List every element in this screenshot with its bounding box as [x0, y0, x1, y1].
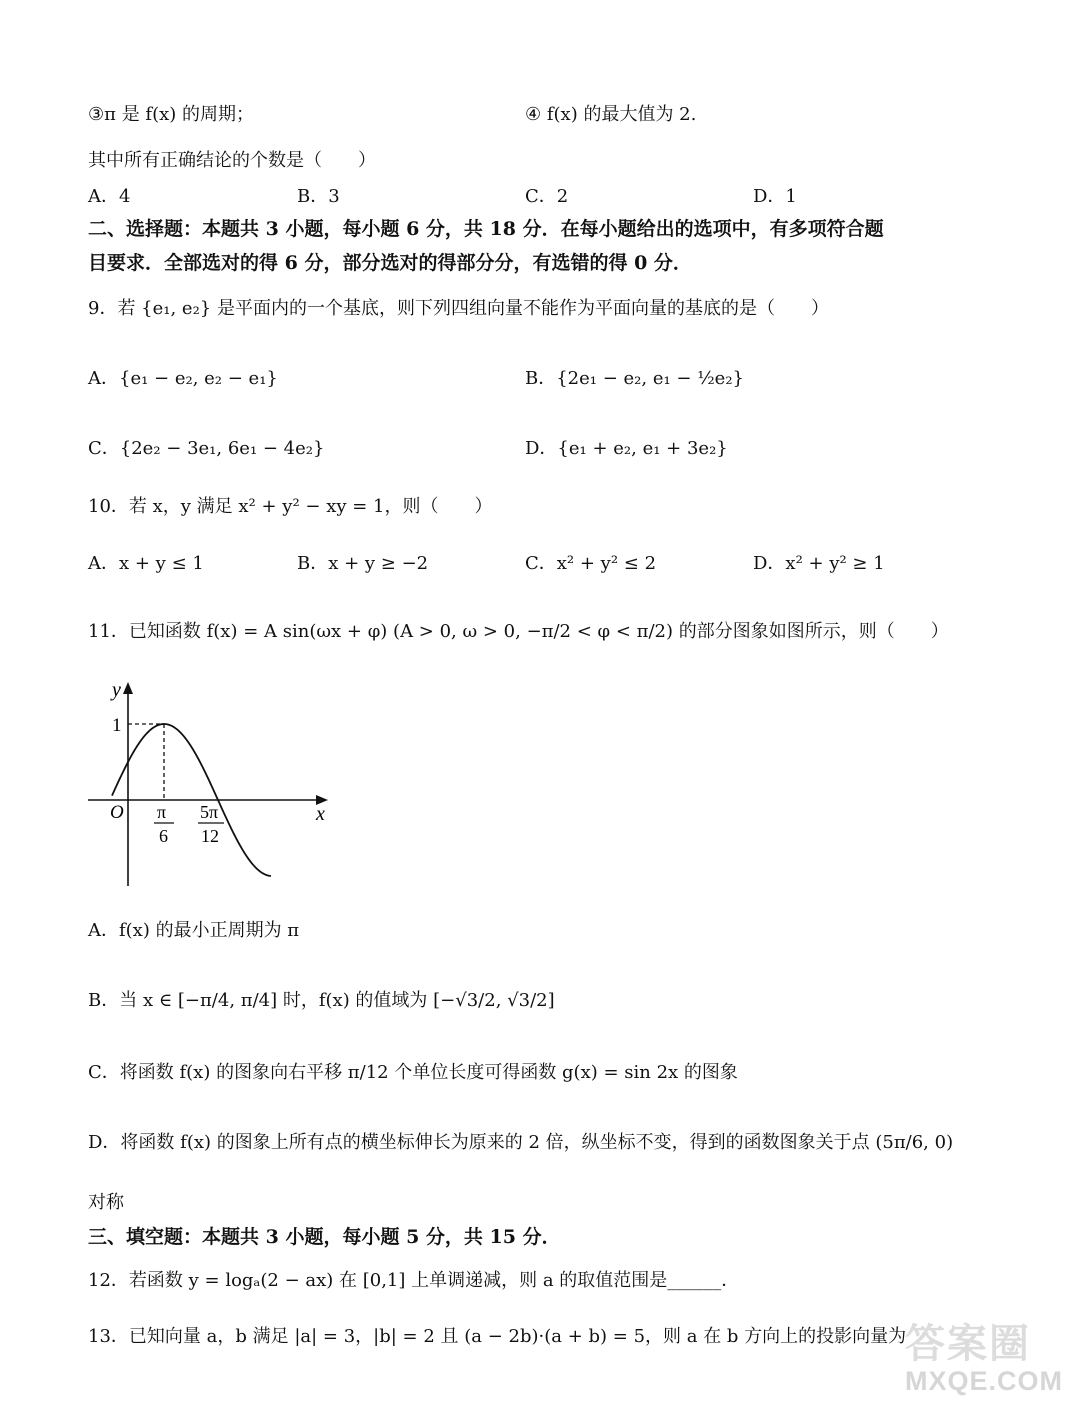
- q12-stem: 12．若函数 y = logₐ(2 − ax) 在 [0,1] 上单调递减，则 a 的取值范围是______．: [88, 1270, 740, 1291]
- graph-tick1-denominator: 6: [159, 826, 168, 846]
- q11-stem: 11．已知函数 f(x) = A sin(ωx + φ) (A > 0, ω > 0, −π/2 < φ < π/2) 的部分图象如图所示，则（ ）: [88, 621, 949, 642]
- q8-item-4: ④ f(x) 的最大值为 2.: [525, 104, 697, 125]
- q9-option-c: C．{2e₂ − 3e₁, 6e₁ − 4e₂}: [88, 438, 325, 459]
- q9-option-a: A．{e₁ − e₂, e₂ − e₁}: [88, 368, 278, 389]
- q11-option-a: A．f(x) 的最小正周期为 π: [88, 920, 300, 941]
- q9-option-d: D．{e₁ + e₂, e₁ + 3e₂}: [525, 438, 728, 459]
- graph-y-label: y: [112, 679, 121, 701]
- q10-stem: 10．若 x，y 满足 x² + y² − xy = 1，则（ ）: [88, 496, 493, 517]
- q8-option-b: B．3: [297, 186, 340, 207]
- q13-stem: 13．已知向量 a，b 满足 |a| = 3，|b| = 2 且 (a − 2b)·(a + b) = 5，则 a 在 b 方向上的投影向量为: [88, 1326, 907, 1347]
- q11-option-b: B．当 x ∈ [−π/4, π/4] 时，f(x) 的值域为 [−√3/2, √3/2]: [88, 990, 555, 1011]
- graph-tick2-denominator: 12: [201, 826, 219, 846]
- graph-tick1-numerator: π: [157, 802, 167, 822]
- graph-tick2-numerator: 5π: [200, 802, 219, 822]
- q9-stem: 9．若 {e₁, e₂} 是平面内的一个基底，则下列四组向量不能作为平面向量的基底的是（ ）: [88, 298, 829, 319]
- watermark-logo: 答案圈: [905, 1322, 1031, 1366]
- watermark-site: MXQE.COM: [905, 1366, 1064, 1396]
- q10-option-c: C．x² + y² ≤ 2: [525, 553, 657, 574]
- q10-option-b: B．x + y ≥ −2: [297, 553, 429, 574]
- q8-option-d: D．1: [753, 186, 797, 207]
- q9-option-b: B．{2e₁ − e₂, e₁ − ½e₂}: [525, 368, 744, 389]
- section3-heading: 三、填空题：本题共 3 小题，每小题 5 分，共 15 分．: [88, 1226, 561, 1248]
- q10-option-a: A．x + y ≤ 1: [88, 553, 204, 574]
- graph-max-label: 1: [112, 715, 122, 736]
- graph-y-arrow: [123, 682, 133, 694]
- graph-x-label: x: [316, 803, 325, 825]
- section2-heading-line2: 目要求．全部选对的得 6 分，部分选对的得部分分，有选错的得 0 分．: [88, 252, 692, 274]
- graph-origin-label: O: [110, 802, 124, 823]
- q8-stem: 其中所有正确结论的个数是（ ）: [88, 150, 376, 171]
- q11-option-d-continuation: 对称: [88, 1192, 124, 1213]
- q8-option-c: C．2: [525, 186, 569, 207]
- q10-option-d: D．x² + y² ≥ 1: [753, 553, 885, 574]
- q11-option-d: D．将函数 f(x) 的图象上所有点的横坐标伸长为原来的 2 倍，纵坐标不变，得到的函数图象关于点 (5π/6, 0): [88, 1132, 954, 1153]
- section2-heading-line1: 二、选择题：本题共 3 小题，每小题 6 分，共 18 分．在每小题给出的选项中，有多项符合题: [88, 218, 884, 240]
- q11-option-c: C．将函数 f(x) 的图象向右平移 π/12 个单位长度可得函数 g(x) = sin 2x 的图象: [88, 1062, 738, 1083]
- q8-item-3: ③π 是 f(x) 的周期；: [88, 104, 254, 125]
- q11-function-graph: [82, 672, 352, 894]
- q8-option-a: A．4: [88, 186, 131, 207]
